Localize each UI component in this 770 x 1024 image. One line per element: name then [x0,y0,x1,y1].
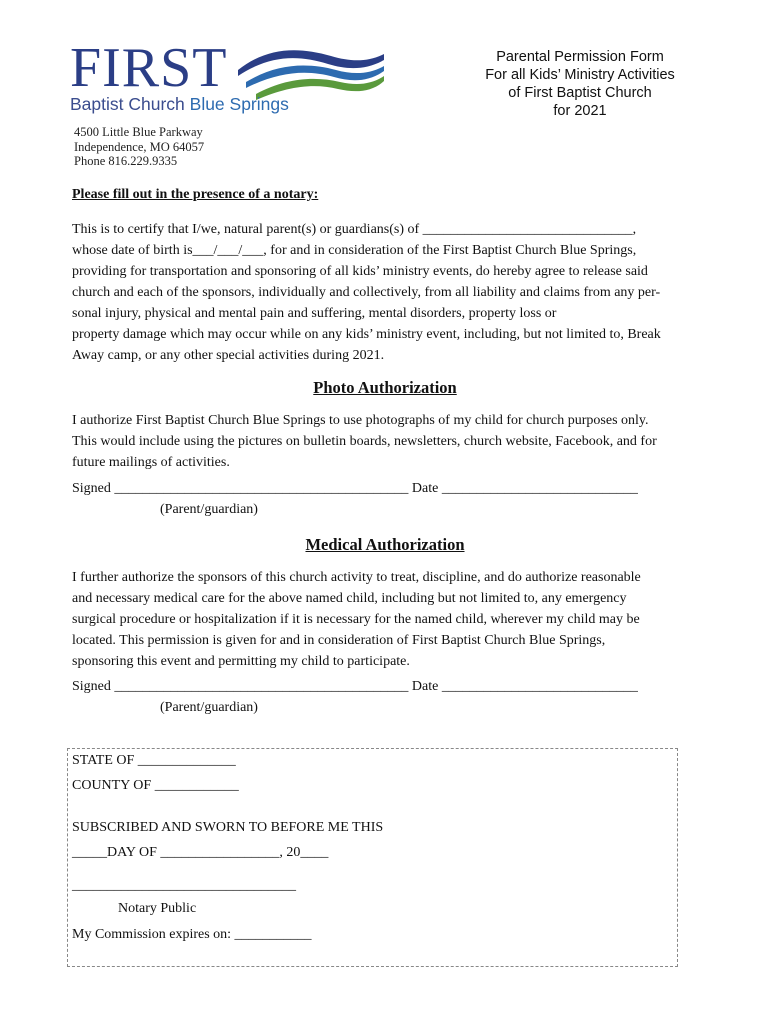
paragraph-line: I further authorize the sponsors of this church activity to treat, discipline, and do authorize reasonable [72,570,641,585]
notary-date[interactable]: _____DAY OF _________________, 20____ [72,845,329,860]
medical-paragraph [72,567,712,672]
paragraph-line: church and each of the sponsors, individually and collectively, from all liability and claims from any per- [72,285,661,300]
photo-signature-caption: (Parent/guardian) [160,502,258,517]
medical-signature-caption: (Parent/guardian) [160,700,258,715]
address-city: Independence, MO 64057 [74,139,205,154]
paragraph-line: sponsoring this event and permitting my child to participate. [72,654,410,669]
notary-subscribed: SUBSCRIBED AND SWORN TO BEFORE ME THIS [72,820,384,835]
paragraph-line: future mailings of activities. [72,455,230,470]
notary-commission[interactable]: My Commission expires on: ___________ [72,927,312,942]
paragraph-line: whose date of birth is___/___/___, for and in consideration of the First Baptist Church Blue Springs, [72,243,637,258]
logo-subtitle: Baptist Church Blue Springs [70,94,289,114]
paragraph-line: property damage which may occur while on any kids’ ministry event, including, but not limited to, Break [72,327,661,342]
notary-instruction: Please fill out in the presence of a notary: [72,187,319,202]
paragraph-line: and necessary medical care for the above named child, including but not limited to, any emergency [72,591,627,606]
paragraph-line: This is to certify that I/we, natural parent(s) or guardians(s) of ______________________________, [72,222,637,237]
paragraph-line: This would include using the pictures on bulletin boards, newsletters, church website, Facebook, and for [72,434,657,449]
photo-paragraph [72,410,712,473]
paragraph-line: providing for transportation and sponsoring of all kids’ ministry events, do hereby agree to release said [72,264,648,279]
title-line: of First Baptist Church [508,85,652,101]
photo-signature-line[interactable]: Signed __________________________________________ Date ____________________________ [72,481,638,496]
paragraph-line: I authorize First Baptist Church Blue Springs to use photographs of my child for church purposes only. [72,413,649,428]
title-line: Parental Permission Form [496,49,664,65]
notary-signature-line[interactable]: ________________________________ [72,878,296,893]
form-title [440,48,720,120]
logo-wordmark: FIRST [70,37,228,99]
photo-authorization-heading: Photo Authorization [313,378,457,397]
certify-paragraph [72,219,712,366]
paragraph-line: Away camp, or any other special activities during 2021. [72,348,385,363]
paragraph-line: sonal injury, physical and mental pain and suffering, mental disorders, property loss or [72,306,557,321]
church-logo [66,37,386,122]
notary-state[interactable]: STATE OF ______________ [72,753,236,768]
title-line: for 2021 [553,103,607,119]
address-street: 4500 Little Blue Parkway [74,125,203,139]
paragraph-line: surgical procedure or hospitalization if it is necessary for the named child, wherever my child may be [72,612,640,627]
title-line: For all Kids’ Ministry Activities [485,67,675,83]
paragraph-line: located. This permission is given for and in consideration of First Baptist Church Blue Springs, [72,633,606,648]
notary-county[interactable]: COUNTY OF ____________ [72,778,239,793]
medical-authorization-heading: Medical Authorization [305,535,465,554]
church-address [74,125,204,169]
wave-icon [236,40,386,102]
medical-signature-line[interactable]: Signed __________________________________________ Date ____________________________ [72,679,638,694]
notary-public-label: Notary Public [118,901,197,916]
address-phone: Phone 816.229.9335 [74,154,178,168]
